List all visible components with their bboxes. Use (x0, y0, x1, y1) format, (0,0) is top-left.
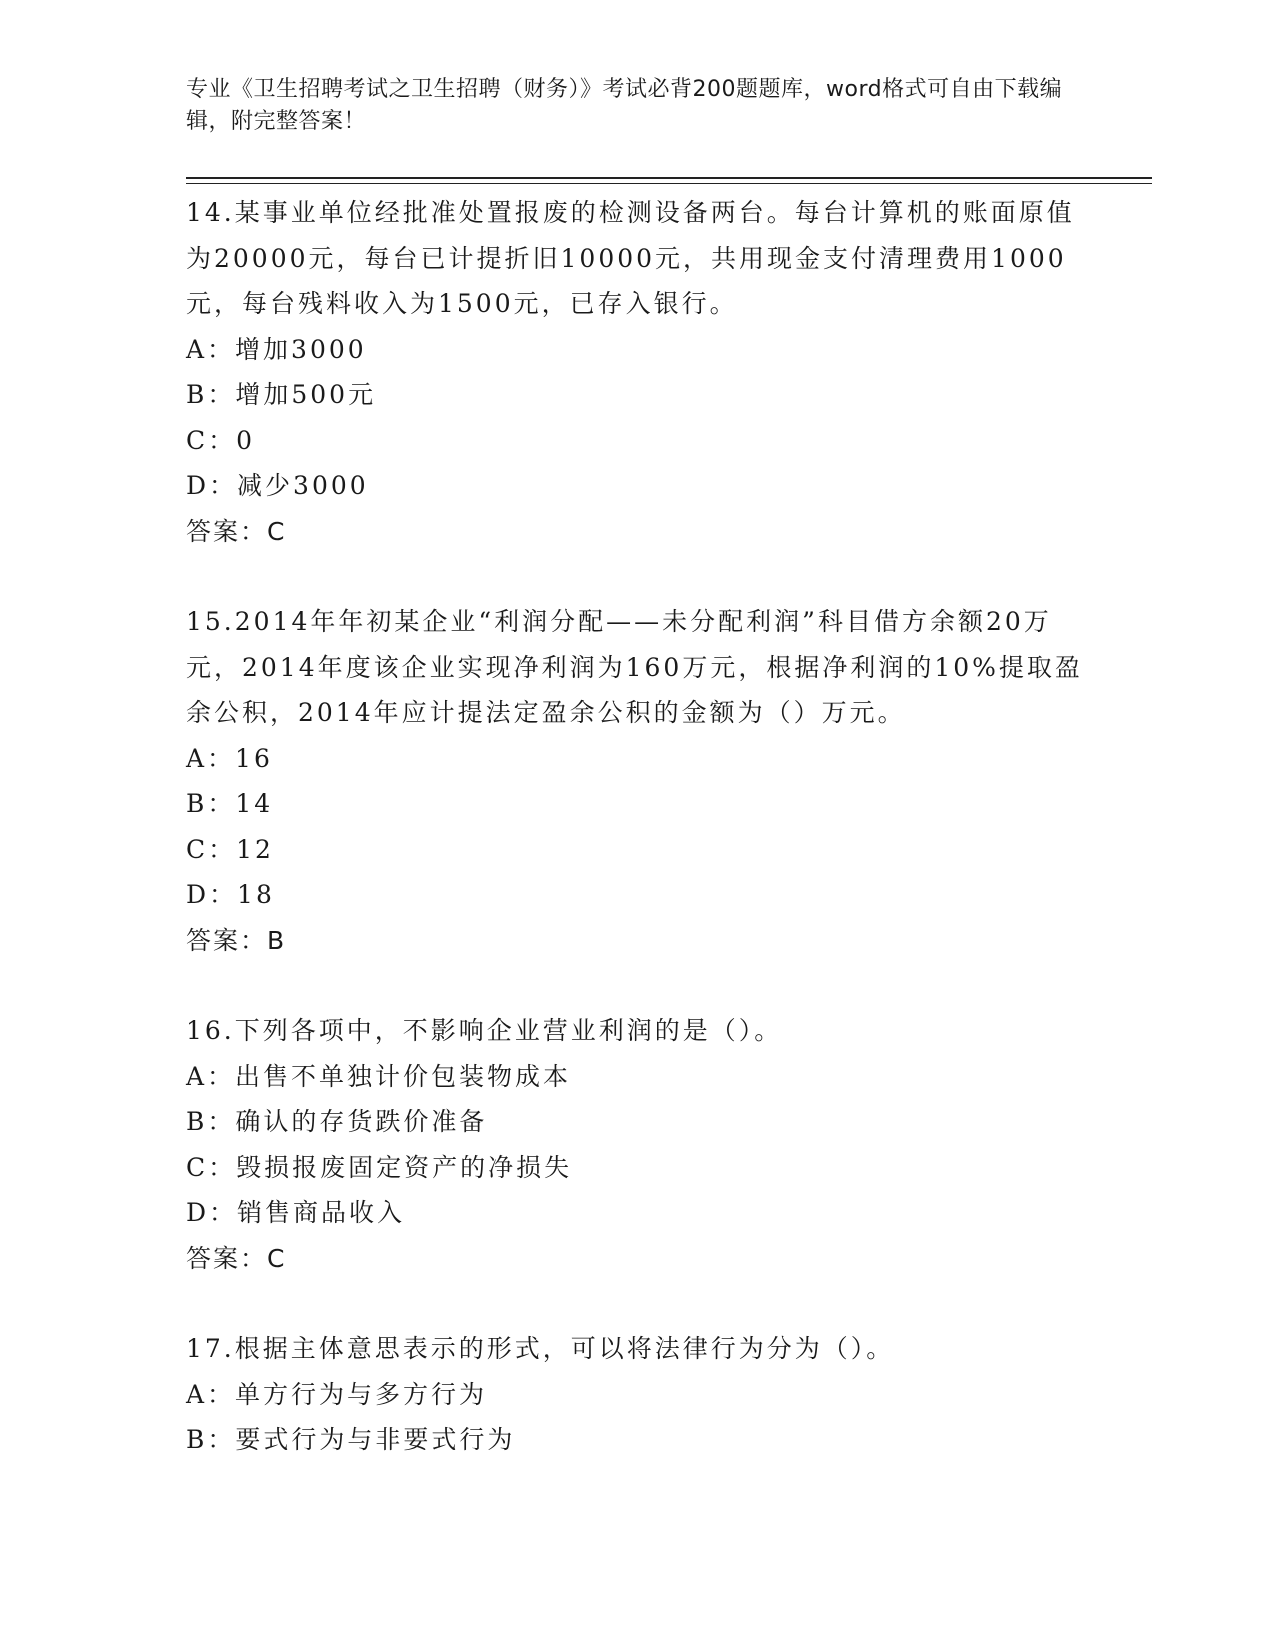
question-14 (186, 190, 1086, 554)
option-c: C：12 (186, 834, 274, 864)
question-16 (186, 1008, 1086, 1281)
question-15 (186, 599, 1086, 963)
option-d: D：销售商品收入 (186, 1198, 406, 1227)
question-17 (186, 1326, 1086, 1463)
option-d: D：18 (186, 880, 275, 909)
answer: 答案：C (186, 1243, 287, 1273)
header-divider-thin (186, 183, 1152, 184)
option-c: C：毁损报废固定资产的净损失 (186, 1152, 573, 1182)
option-a: A：出售不单独计价包装物成本 (186, 1061, 572, 1091)
answer: 答案：C (186, 516, 287, 546)
option-b: B：确认的存货跌价准备 (186, 1107, 488, 1136)
option-d: D：减少3000 (186, 471, 369, 500)
question-text: 16.下列各项中，不影响企业营业利润的是（）。 (186, 1016, 783, 1045)
option-b: B：14 (186, 789, 274, 818)
question-text: 17.根据主体意思表示的形式，可以将法律行为分为（）。 (186, 1334, 895, 1363)
question-text: 14.某事业单位经批准处置报废的检测设备两台。每台计算机的账面原值为20000元，每台已计提折旧10000元，共用现金支付清理费用1000元，每台残料收入为1500元，已存入银行。 (186, 198, 1075, 318)
option-b: B：要式行为与非要式行为 (186, 1425, 516, 1454)
question-list (186, 190, 1086, 1508)
option-a: A：单方行为与多方行为 (186, 1379, 488, 1409)
option-b: B：增加500元 (186, 380, 377, 409)
header-divider-thick (186, 177, 1152, 179)
option-a: A：16 (186, 743, 273, 773)
answer: 答案：B (186, 925, 287, 955)
document-header: 专业《卫生招聘考试之卫生招聘（财务）》考试必背200题题库，word格式可自由下载编辑，附完整答案！ (186, 77, 1063, 134)
question-text: 15.2014年年初某企业“利润分配——未分配利润”科目借方余额20万元，2014年度该企业实现净利润为160万元，根据净利润的10%提取盈余公积，2014年应计提法定盈余公积的金额为（）万元。 (186, 607, 1083, 727)
option-c: C：0 (186, 425, 256, 455)
option-a: A：增加3000 (186, 334, 367, 364)
